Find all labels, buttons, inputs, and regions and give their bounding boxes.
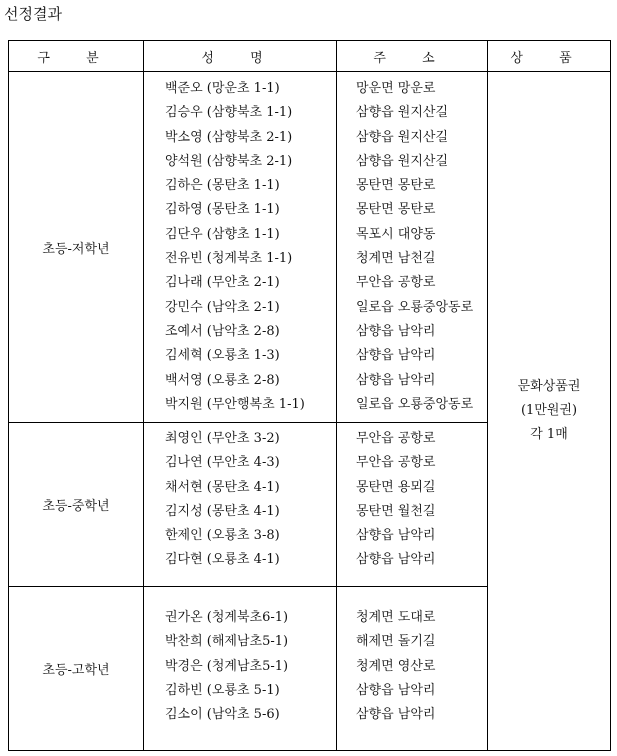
winner-address: 삼향읍 원지산길 <box>356 129 449 145</box>
winner-name: 조예서 (남악초 2-8) <box>165 323 280 339</box>
group-row-lower-grades <box>9 72 611 423</box>
winner-name: 양석원 (삼향북초 2-1) <box>165 153 293 169</box>
winner-address: 일로읍 오룡중앙동로 <box>356 396 474 412</box>
winner-name: 김다현 (오룡초 4-1) <box>165 552 280 568</box>
winner-address: 삼향읍 남악리 <box>356 707 436 723</box>
winner-name: 채서현 (몽탄초 4-1) <box>165 479 280 495</box>
winner-name: 김세혁 (오룡초 1-3) <box>165 348 280 364</box>
winner-name: 김승우 (삼향북초 1-1) <box>165 105 293 121</box>
selection-results-table <box>8 40 611 751</box>
category-cell: 초등-저학년 <box>9 72 144 423</box>
winner-name: 백서영 (오룡초 2-8) <box>165 372 280 388</box>
names-cell <box>144 72 337 423</box>
winner-name: 김하은 (몽탄초 1-1) <box>165 178 280 194</box>
winner-address: 삼향읍 원지산길 <box>356 105 449 121</box>
winner-name: 김단우 (삼향초 1-1) <box>165 226 280 242</box>
winner-name: 김나연 (무안초 4-3) <box>165 455 280 471</box>
winner-address: 삼향읍 남악리 <box>356 348 436 364</box>
winner-address: 삼향읍 남악리 <box>356 682 436 698</box>
winner-address: 몽탄면 몽탄로 <box>356 202 436 218</box>
header-category: 구 분 <box>9 41 144 72</box>
winner-address: 삼향읍 원지산길 <box>356 153 449 169</box>
winner-name: 김나래 (무안초 2-1) <box>165 275 280 291</box>
winner-address: 삼향읍 남악리 <box>356 372 436 388</box>
header-row <box>9 41 611 72</box>
winner-name: 박찬희 (해제남초5-1) <box>165 634 289 650</box>
prize-line: (1만원권) <box>520 403 578 418</box>
winner-name: 권가온 (청계북초6-1) <box>165 610 289 625</box>
winner-address: 청계면 도대로 <box>356 610 436 625</box>
addresses-cell <box>337 587 488 751</box>
winner-address: 삼향읍 남악리 <box>356 323 436 339</box>
winner-address: 무안읍 공항로 <box>356 275 436 291</box>
header-name: 성 명 <box>144 41 337 72</box>
winner-name: 박지원 (무안행복초 1-1) <box>165 396 305 412</box>
winner-name: 김지성 (몽탄초 4-1) <box>165 503 280 519</box>
winner-address: 몽탄면 용뫼길 <box>356 479 436 495</box>
addresses-cell <box>337 72 488 423</box>
page-title: 선정결과 <box>4 5 62 23</box>
winner-name: 한제인 (오룡초 3-8) <box>165 528 280 544</box>
category-cell: 초등-중학년 <box>9 423 144 587</box>
winner-address: 망운면 망운로 <box>356 81 436 96</box>
winner-name: 백준오 (망운초 1-1) <box>165 81 280 96</box>
names-cell <box>144 423 337 587</box>
winner-address: 무안읍 공항로 <box>356 455 436 471</box>
winner-address: 청계면 남천길 <box>356 251 436 267</box>
prize-line: 각 1매 <box>530 427 568 442</box>
winner-address: 몽탄면 몽탄로 <box>356 178 436 194</box>
winner-address: 청계면 영산로 <box>356 658 436 674</box>
winner-name: 최영인 (무안초 3-2) <box>165 431 280 446</box>
winner-name: 전유빈 (청계북초 1-1) <box>165 251 293 267</box>
winner-address: 몽탄면 월천길 <box>356 503 436 519</box>
winner-name: 김소이 (남악초 5-6) <box>165 707 280 723</box>
header-prize: 상 품 <box>488 41 611 72</box>
category-cell: 초등-고학년 <box>9 587 144 751</box>
winner-address: 목포시 대양동 <box>356 226 436 242</box>
winner-name: 박소영 (삼향북초 2-1) <box>165 129 293 145</box>
addresses-cell <box>337 423 488 587</box>
winner-address: 무안읍 공항로 <box>356 431 436 446</box>
winner-address: 삼향읍 남악리 <box>356 552 436 568</box>
winner-name: 김하영 (몽탄초 1-1) <box>165 202 280 218</box>
winner-name: 강민수 (남악초 2-1) <box>165 299 280 315</box>
header-address: 주 소 <box>337 41 488 72</box>
winner-address: 해제면 돌기길 <box>356 634 436 650</box>
prize-cell <box>488 72 611 751</box>
winner-name: 박경은 (청계남초5-1) <box>165 658 289 674</box>
winner-address: 일로읍 오룡중앙동로 <box>356 299 474 315</box>
names-cell <box>144 587 337 751</box>
prize-line: 문화상품권 <box>517 379 581 394</box>
winner-address: 삼향읍 남악리 <box>356 528 436 544</box>
winner-name: 김하빈 (오룡초 5-1) <box>165 682 280 698</box>
